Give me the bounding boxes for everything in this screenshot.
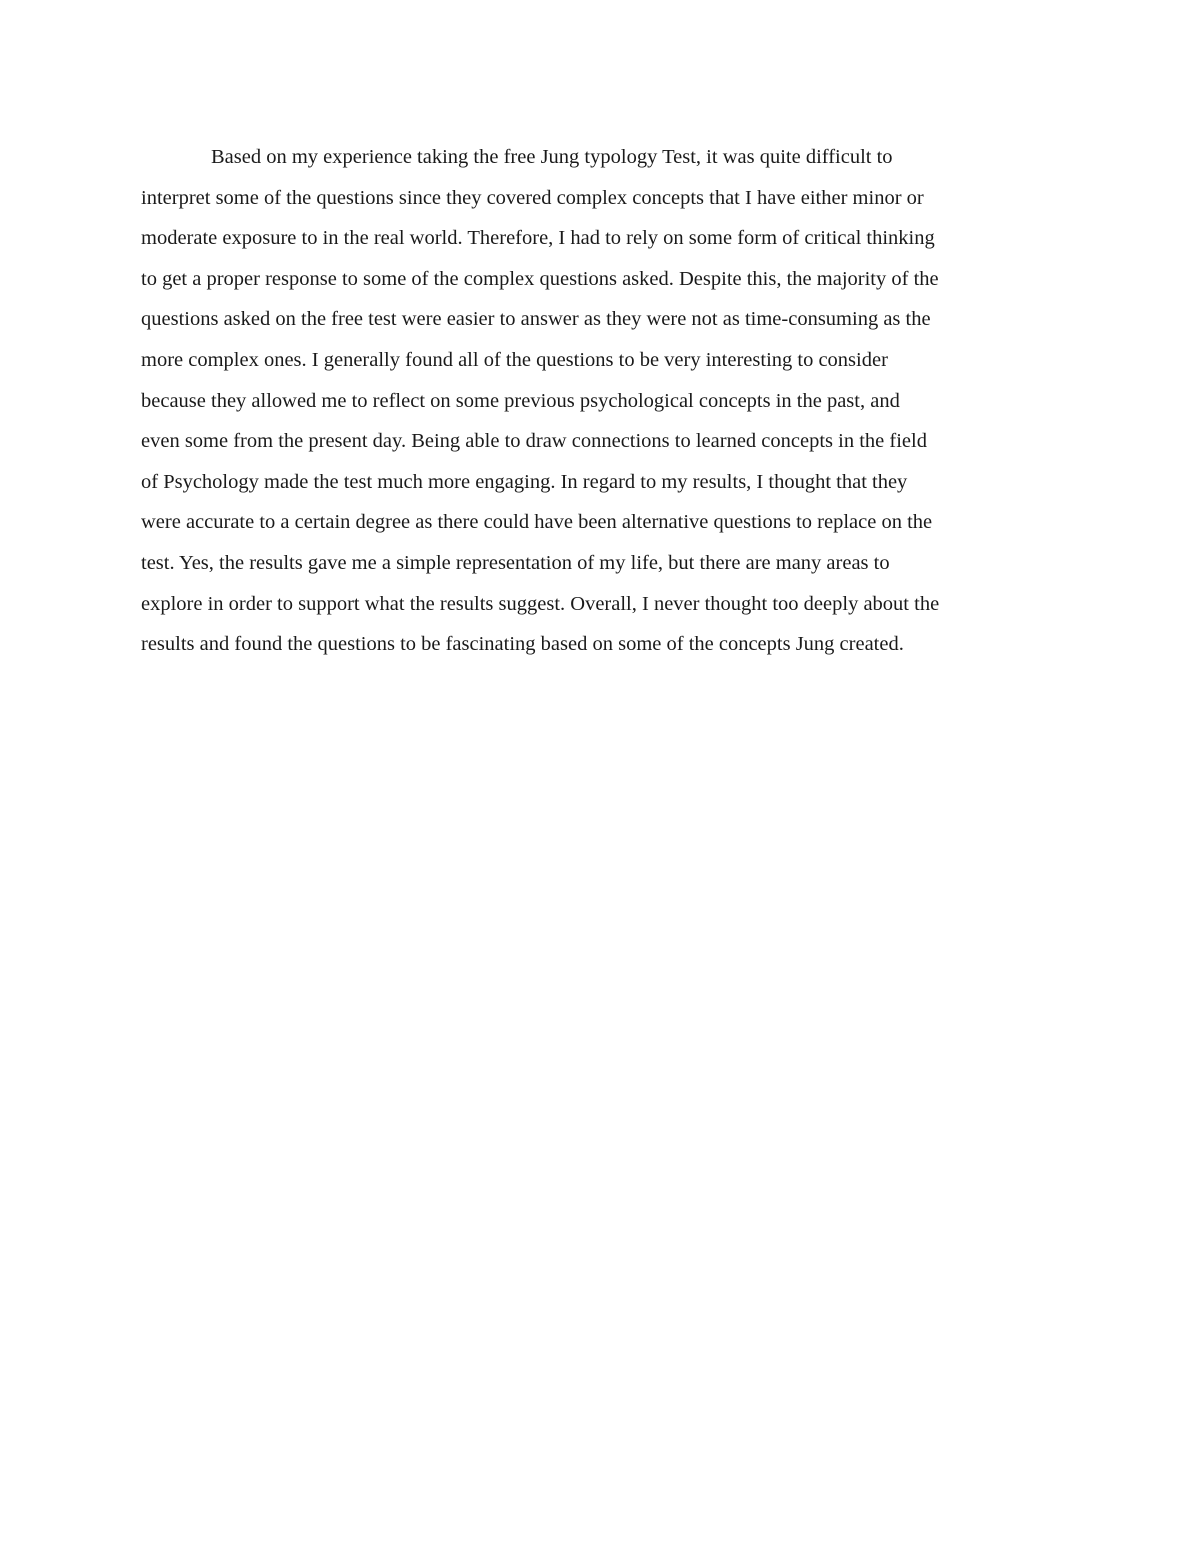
paragraph-line: moderate exposure to in the real world. Therefore, I had to rely on some form of critical thinking [141, 227, 935, 250]
paragraph-line: Based on my experience taking the free Jung typology Test, it was quite difficult to [211, 146, 893, 168]
paragraph-line: test. Yes, the results gave me a simple representation of my life, but there are many areas to [141, 551, 890, 574]
paragraph-line: results and found the questions to be fascinating based on some of the concepts Jung created. [141, 633, 904, 656]
paragraph-line: even some from the present day. Being able to draw connections to learned concepts in the field [141, 430, 927, 453]
paragraph-line: because they allowed me to reflect on some previous psychological concepts in the past, and [141, 389, 900, 412]
paragraph-line: were accurate to a certain degree as there could have been alternative questions to replace on the [141, 511, 933, 534]
body-paragraph [141, 137, 1071, 665]
paragraph-line: more complex ones. I generally found all of the questions to be very interesting to consider [141, 348, 888, 371]
paragraph-line: explore in order to support what the results suggest. Overall, I never thought too deeply about the [141, 592, 940, 615]
paragraph-line: of Psychology made the test much more engaging. In regard to my results, I thought that they [141, 470, 908, 493]
paragraph-line: to get a proper response to some of the complex questions asked. Despite this, the majority of the [141, 267, 939, 290]
paragraph-line: interpret some of the questions since they covered complex concepts that I have either minor or [141, 186, 924, 209]
paragraph-line: questions asked on the free test were easier to answer as they were not as time-consuming as the [141, 308, 931, 331]
